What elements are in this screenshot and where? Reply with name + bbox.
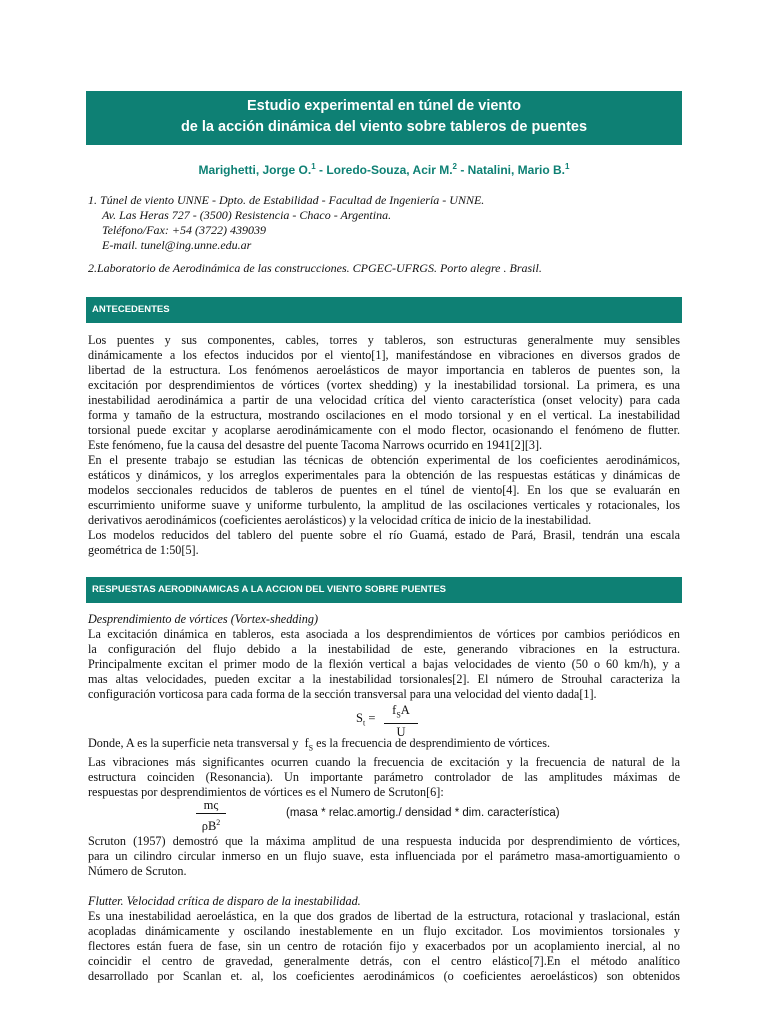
strouhal-numerator: $f_SA$ [384, 703, 418, 724]
text-line: inestabilidad aerodinámica a partir de una velocidad crítica del viento característica (onset velocity) para cada [88, 393, 680, 407]
scruton-numerator: mς [196, 797, 226, 814]
text-line: mas altas velocidades, pueden excitar a la inestabilidad torsionales[2]. El número de Strouhal caracteriza la [88, 672, 680, 686]
affiliation-1-phone: Teléfono/Fax: +54 (3722) 439039 [102, 223, 266, 237]
author-2-affil-mark: 2 [452, 162, 457, 171]
affiliation-1-address: Av. Las Heras 727 - (3500) Resistencia - Chaco - Argentina. [102, 208, 392, 222]
definition-line: Donde, A es la superficie neta transversal y $f_S$ es la frecuencia de desprendimiento de vórtices. [88, 736, 550, 753]
scruton-fraction [196, 797, 226, 835]
text-line: derivativos aerodinámicos (coeficientes aerolásticos) y la velocidad crítica de inicio de la inestabilidad. [88, 513, 592, 527]
text-line: estructura coinciden (Resonancia). Un importante parámetro controlador de las amplitudes máximas de [88, 770, 680, 785]
antecedentes-paragraph [88, 333, 680, 558]
affiliation-2: 2.Laboratorio de Aerodinámica de las construcciones. CPGEC-UFRGS. Porto alegre . Brasil. [88, 261, 542, 275]
resonance-lines [88, 755, 680, 800]
section-heading-respuestas: RESPUESTAS AERODINAMICAS A LA ACCION DEL VIENTO SOBRE PUENTES [86, 577, 682, 603]
scruton-paragraph [88, 834, 680, 879]
text-line: Scruton (1957) demostró que la máxima amplitud de una respuesta inducida por desprendimiento de vórtices, [88, 834, 680, 848]
subheading-flutter: Flutter. Velocidad crítica de disparo de la inestabilidad. [88, 894, 361, 908]
section-heading-antecedentes: ANTECEDENTES [86, 297, 682, 323]
text-line: acopladas dinámicamente y oscilando inestablemente en un flujo excitador. Los movimientos torsionales y [88, 924, 680, 938]
text-line: excitación por desprendimientos de vórtices (vortex shedding) y la inestabilidad torsional. La primera, es una [88, 378, 680, 392]
affiliation-1-line: 1. Túnel de viento UNNE - Dpto. de Estabilidad - Facultad de Ingeniería - UNNE. [88, 193, 485, 207]
text-line: estáticos y dinámicos, y los arreglos experimentales para la obtención de las respuestas estáticas y dinámicas de [88, 468, 680, 482]
resonance-paragraph [88, 736, 680, 800]
text-line: respuestas por desprendimientos de vórtices es el Numero de Scruton[6]: [88, 785, 444, 800]
text-line: Las vibraciones más significantes ocurren cuando la frecuencia de excitación y la frecuencia de natural de la [88, 755, 680, 770]
flutter-section [88, 894, 680, 984]
author-list [86, 162, 682, 177]
text-line: para un cilindro circular inmerso en un flujo suave, esta influenciada por el parámetro masa-amortiguamiento o [88, 849, 680, 863]
text-line: escurrimiento uniforme suave y uniforme turbulento, la amplitud de las oscilaciones verticales y rotacionales, los [88, 498, 680, 512]
author-3: Natalini, Mario B. [467, 163, 566, 177]
text-line: En el presente trabajo se estudian las técnicas de obtención experimental de los coeficientes aerodinámicos, [88, 453, 680, 467]
author-sep-2: - [457, 163, 468, 177]
author-sep-1: - [315, 163, 327, 177]
text-line: dinámicamente a los efectos inducidos por el viento[1], manifestándose en vibraciones en diversos grados de [88, 348, 680, 362]
title-line-1: Estudio experimental en túnel de viento [247, 98, 521, 114]
author-1: Marighetti, Jorge O. [198, 163, 312, 177]
subheading-vortex-shedding: Desprendimiento de vórtices (Vortex-shedding) [88, 612, 319, 626]
title-line-2: de la acción dinámica del viento sobre tableros de puentes [180, 119, 588, 135]
vortex-shedding-section [88, 612, 680, 702]
text-line: torsional puede excitar y acoplarse aerodinámicamente con el modo flector, ocasionando el fenómeno de flutter. [88, 423, 680, 437]
author-1-affil-mark: 1 [311, 162, 316, 171]
text-line: forma y tamaño de la estructura, mostrando oscilaciones en el modo torsional y en el vertical. La inestabilidad [88, 408, 680, 422]
scruton-denominator: $\rho B^2$ [201, 818, 221, 834]
text-line: La excitación dinámica en tableros, esta asociada a los desprendimientos de vórtices por cambios periódicos en [88, 627, 680, 641]
text-line: Es una inestabilidad aeroelástica, en la que dos grados de libertad de la estructura, rotacional y traslacional, están [88, 909, 680, 923]
strouhal-denominator: U [396, 724, 406, 739]
text-line: Los puentes y sus componentes, cables, torres y tableros, son estructuras generalmente muy sensibles [88, 333, 680, 347]
text-line: Este fenómeno, fue la causa del desastre del puente Tacoma Narrows ocurrido en 1941[2][3]. [88, 438, 543, 452]
text-line: Principalmente excitan el primer modo de la flexión vertical a bajas velocidades de viento (50 o 60 km/h), y a [88, 657, 680, 671]
affiliation-1-email: E-mail. tunel@ing.unne.edu.ar [102, 238, 252, 252]
text-line: libertad de la estructura. Los fenómenos aeroelásticos de mayor importancia en tableros de puentes son, la [88, 363, 680, 377]
text-line: flectores están fuera de fase, sin un centro de rotación fijo y exacerbados por un acoplamiento inercial, al no [88, 939, 680, 953]
affiliation-1 [88, 193, 484, 253]
strouhal-lhs: $S_t$ = [356, 711, 376, 728]
text-line: desarrollado por Scanlan et. al, los coeficientes aerodinámicos (o coeficientes aeroelásticos) son obtenidos [88, 969, 680, 983]
author-3-affil-mark: 1 [565, 162, 570, 171]
text-line: Los modelos reducidos del tablero del puente sobre el río Guamá, estado de Pará, Brasil, tendrán una escala [88, 528, 680, 542]
text-line: Número de Scruton. [88, 864, 187, 878]
text-line: configuración vorticosa para cada forma de la sección transversal para una velocidad del viento dada[1]. [88, 687, 597, 701]
text-line: coincidir el centro de gravedad, generalmente detrás, con el centro elástico[7].En el método analítico [88, 954, 680, 968]
author-2: Loredo-Souza, Acir M. [326, 163, 453, 177]
text-line: geométrica de 1:50[5]. [88, 543, 199, 557]
scruton-description: (masa * relac.amortig./ densidad * dim. característica) [286, 807, 560, 819]
strouhal-fraction [384, 703, 418, 740]
text-line: modelos seccionales reducidos de tableros de puentes en el túnel de viento[4]. En los que se evaluarán en [88, 483, 680, 497]
flutter-paragraph [88, 909, 680, 984]
text-line: la configuración del flujo debido a la inestabilidad de este, generando vibraciones en la estructura. [88, 642, 680, 656]
vortex-shedding-paragraph [88, 627, 680, 702]
title-banner [86, 91, 682, 145]
